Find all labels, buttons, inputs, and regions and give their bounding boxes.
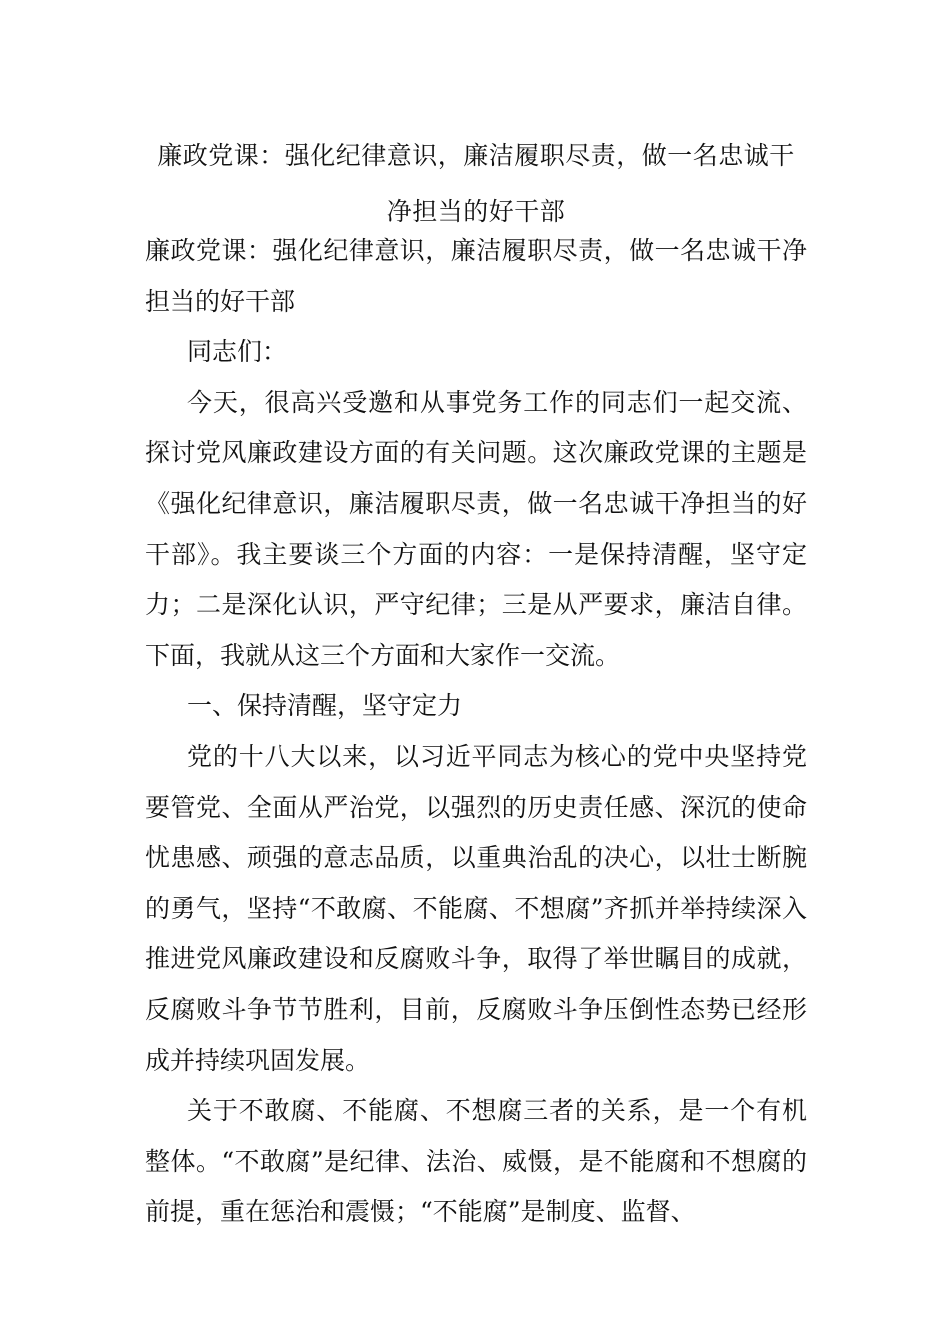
repeated-title-paragraph: 廉政党课：强化纪律意识，廉洁履职尽责，做一名忠诚干净担当的好干部 — [145, 236, 807, 316]
document-body — [145, 226, 807, 1238]
body-paragraph-1: 党的十八大以来，以习近平同志为核心的党中央坚持党要管党、全面从严治党，以强烈的历史责任感、深沉的使命忧患感、顽强的意志品质，以重典治乱的决心，以壮士断腕的勇气，坚持“不敢腐、不能腐、不想腐”齐抓并举持续深入推进党风廉政建设和反腐败斗争，取得了举世瞩目的成就，反腐败斗争节节胜利，目前，反腐败斗争压倒性态势已经形成并持续巩固发展。 — [145, 741, 807, 1075]
salutation-paragraph: 同志们： — [187, 337, 288, 367]
intro-paragraph: 今天，很高兴受邀和从事党务工作的同志们一起交流、探讨党风廉政建设方面的有关问题。这次廉政党课的主题是《强化纪律意识，廉洁履职尽责，做一名忠诚干净担当的好干部》。我主要谈三个方面的内容：一是保持清醒，坚守定力；二是深化认识，严守纪律；三是从严要求，廉洁自律。下面，我就从这三个方面和大家作一交流。 — [145, 387, 807, 670]
document-title: 廉政党课：强化纪律意识，廉洁履职尽责，做一名忠诚干净担当的好干部 — [157, 141, 795, 226]
body-paragraph-2: 关于不敢腐、不能腐、不想腐三者的关系，是一个有机整体。“不敢腐”是纪律、法治、威慑，是不能腐和不想腐的前提，重在惩治和震慑；“不能腐”是制度、监督、 — [145, 1096, 807, 1227]
section-heading-1: 一、保持清醒，坚守定力 — [187, 691, 463, 721]
